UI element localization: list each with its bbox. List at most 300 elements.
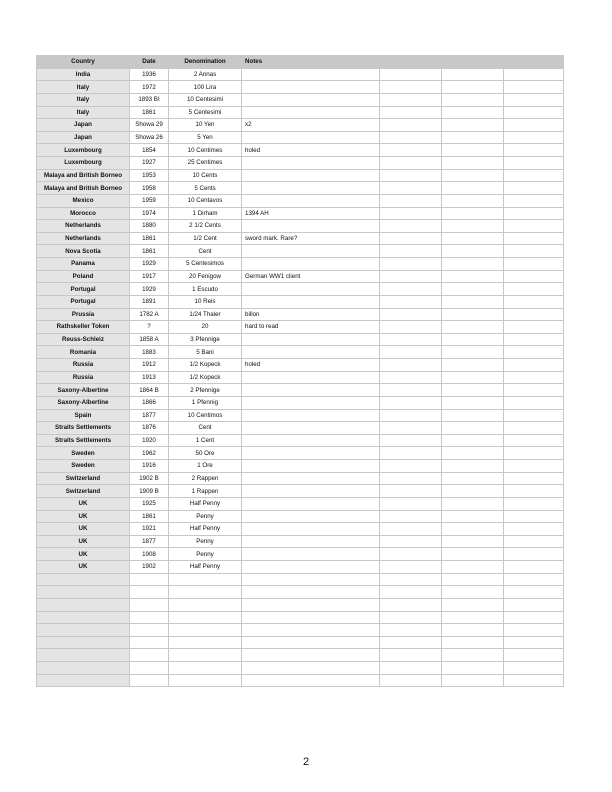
notes-cell — [242, 535, 380, 548]
country-cell: UK — [37, 548, 130, 561]
empty-cell — [380, 68, 442, 81]
country-cell: Rathskeller Token — [37, 321, 130, 334]
empty-cell — [442, 359, 504, 372]
empty-cell — [504, 169, 564, 182]
date-cell: 1861 — [130, 510, 169, 523]
country-cell: Italy — [37, 106, 130, 119]
empty-cell — [504, 321, 564, 334]
spreadsheet — [36, 55, 564, 687]
empty-cell — [504, 258, 564, 271]
empty-cell — [380, 182, 442, 195]
date-cell: 1880 — [130, 220, 169, 233]
empty-cell — [504, 371, 564, 384]
table-row — [37, 220, 564, 233]
table-row — [37, 182, 564, 195]
notes-cell — [242, 447, 380, 460]
empty-cell — [130, 573, 169, 586]
denomination-cell: Cent — [169, 422, 242, 435]
empty-cell — [380, 497, 442, 510]
date-cell: 1902 B — [130, 472, 169, 485]
empty-cell — [37, 674, 130, 687]
date-cell: 1958 — [130, 182, 169, 195]
empty-cell — [504, 624, 564, 637]
table-row — [37, 194, 564, 207]
table-row — [37, 295, 564, 308]
empty-cell — [380, 662, 442, 675]
denomination-cell: 10 Centavos — [169, 194, 242, 207]
empty-cell — [442, 636, 504, 649]
header-empty — [442, 56, 504, 69]
denomination-cell: 20 — [169, 321, 242, 334]
empty-cell — [442, 409, 504, 422]
empty-cell — [442, 321, 504, 334]
denomination-cell: 1 Ore — [169, 460, 242, 473]
empty-cell — [442, 674, 504, 687]
empty-cell — [442, 611, 504, 624]
empty-cell — [442, 157, 504, 170]
notes-cell — [242, 93, 380, 106]
empty-cell — [504, 333, 564, 346]
empty-cell — [380, 169, 442, 182]
empty-cell — [380, 434, 442, 447]
notes-cell — [242, 460, 380, 473]
empty-cell — [242, 573, 380, 586]
empty-cell — [37, 573, 130, 586]
empty-cell — [442, 131, 504, 144]
date-cell: 1861 — [130, 232, 169, 245]
country-cell: India — [37, 68, 130, 81]
notes-cell — [242, 245, 380, 258]
table-row — [37, 523, 564, 536]
empty-cell — [380, 384, 442, 397]
date-cell: ? — [130, 321, 169, 334]
empty-cell — [380, 460, 442, 473]
empty-cell — [380, 611, 442, 624]
empty-cell — [380, 93, 442, 106]
empty-cell — [37, 662, 130, 675]
empty-cell — [504, 598, 564, 611]
notes-cell — [242, 523, 380, 536]
notes-cell: German WW1 client — [242, 270, 380, 283]
date-cell: 1893 BI — [130, 93, 169, 106]
date-cell: Showa 26 — [130, 131, 169, 144]
denomination-cell: 2 Annas — [169, 68, 242, 81]
empty-cell — [442, 624, 504, 637]
empty-cell — [504, 472, 564, 485]
empty-cell — [380, 371, 442, 384]
notes-cell — [242, 510, 380, 523]
empty-cell — [380, 409, 442, 422]
table-row — [37, 106, 564, 119]
empty-cell — [169, 586, 242, 599]
empty-cell — [442, 586, 504, 599]
country-cell: Russia — [37, 371, 130, 384]
empty-cell — [380, 220, 442, 233]
empty-cell — [504, 308, 564, 321]
date-cell: 1962 — [130, 447, 169, 460]
date-cell: 1854 — [130, 144, 169, 157]
empty-cell — [380, 346, 442, 359]
country-cell: Japan — [37, 131, 130, 144]
table-row — [37, 422, 564, 435]
date-cell: 1909 B — [130, 485, 169, 498]
empty-cell — [504, 157, 564, 170]
notes-cell — [242, 371, 380, 384]
empty-cell — [504, 662, 564, 675]
empty-row — [37, 662, 564, 675]
country-cell: Straits Settlements — [37, 434, 130, 447]
header-empty — [380, 56, 442, 69]
empty-cell — [442, 371, 504, 384]
empty-cell — [442, 510, 504, 523]
denomination-cell: 1/24 Thaler — [169, 308, 242, 321]
table-row — [37, 93, 564, 106]
empty-cell — [380, 131, 442, 144]
header-date: Date — [130, 56, 169, 69]
table-row — [37, 346, 564, 359]
empty-cell — [442, 548, 504, 561]
empty-cell — [504, 422, 564, 435]
header-denomination: Denomination — [169, 56, 242, 69]
empty-cell — [380, 535, 442, 548]
empty-cell — [442, 447, 504, 460]
empty-cell — [380, 295, 442, 308]
empty-cell — [504, 106, 564, 119]
empty-cell — [380, 144, 442, 157]
country-cell: Panama — [37, 258, 130, 271]
country-cell: Sweden — [37, 447, 130, 460]
date-cell: 1891 — [130, 295, 169, 308]
table-row — [37, 144, 564, 157]
empty-cell — [442, 472, 504, 485]
country-cell: Straits Settlements — [37, 422, 130, 435]
denomination-cell: 100 Lira — [169, 81, 242, 94]
country-cell: Malaya and British Borneo — [37, 169, 130, 182]
empty-cell — [504, 611, 564, 624]
empty-cell — [380, 447, 442, 460]
empty-cell — [380, 333, 442, 346]
denomination-cell: 2 1/2 Cents — [169, 220, 242, 233]
table-row — [37, 472, 564, 485]
country-cell: Romania — [37, 346, 130, 359]
country-cell: Luxembourg — [37, 157, 130, 170]
empty-cell — [504, 81, 564, 94]
empty-cell — [442, 662, 504, 675]
denomination-cell: 1 Cent — [169, 434, 242, 447]
empty-cell — [504, 295, 564, 308]
notes-cell: holed — [242, 359, 380, 372]
notes-cell: 1394 AH — [242, 207, 380, 220]
date-cell: 1877 — [130, 535, 169, 548]
empty-cell — [504, 447, 564, 460]
notes-cell — [242, 182, 380, 195]
empty-cell — [504, 245, 564, 258]
empty-cell — [242, 662, 380, 675]
denomination-cell: 10 Centimos — [169, 409, 242, 422]
empty-row — [37, 611, 564, 624]
empty-cell — [504, 346, 564, 359]
date-cell: 1877 — [130, 409, 169, 422]
empty-cell — [130, 636, 169, 649]
date-cell: 1921 — [130, 523, 169, 536]
empty-cell — [380, 674, 442, 687]
empty-cell — [169, 573, 242, 586]
country-cell: Luxembourg — [37, 144, 130, 157]
empty-cell — [130, 598, 169, 611]
table-row — [37, 245, 564, 258]
empty-cell — [504, 182, 564, 195]
notes-cell — [242, 68, 380, 81]
denomination-cell: 1 Rappen — [169, 485, 242, 498]
notes-cell — [242, 485, 380, 498]
empty-cell — [380, 321, 442, 334]
empty-cell — [380, 119, 442, 132]
date-cell: 1782 A — [130, 308, 169, 321]
empty-cell — [37, 611, 130, 624]
date-cell: 1876 — [130, 422, 169, 435]
table-row — [37, 359, 564, 372]
empty-cell — [242, 586, 380, 599]
empty-cell — [442, 93, 504, 106]
empty-cell — [442, 573, 504, 586]
empty-cell — [442, 346, 504, 359]
empty-cell — [242, 611, 380, 624]
denomination-cell: 1/2 Kopeck — [169, 359, 242, 372]
table-row — [37, 321, 564, 334]
notes-cell: hard to read — [242, 321, 380, 334]
denomination-cell: 5 Cents — [169, 182, 242, 195]
table-row — [37, 81, 564, 94]
empty-cell — [380, 270, 442, 283]
country-cell: UK — [37, 535, 130, 548]
table-row — [37, 270, 564, 283]
empty-cell — [504, 384, 564, 397]
empty-cell — [380, 510, 442, 523]
empty-cell — [442, 182, 504, 195]
header-country: Country — [37, 56, 130, 69]
empty-cell — [442, 194, 504, 207]
empty-cell — [442, 308, 504, 321]
empty-cell — [442, 384, 504, 397]
notes-cell — [242, 384, 380, 397]
denomination-cell: 1 Dirham — [169, 207, 242, 220]
date-cell: 1908 — [130, 548, 169, 561]
empty-cell — [504, 232, 564, 245]
date-cell: 1861 — [130, 106, 169, 119]
table-row — [37, 535, 564, 548]
denomination-cell: Half Penny — [169, 497, 242, 510]
empty-cell — [380, 232, 442, 245]
country-cell: Netherlands — [37, 232, 130, 245]
date-cell: Showa 29 — [130, 119, 169, 132]
empty-cell — [442, 220, 504, 233]
notes-cell — [242, 333, 380, 346]
country-cell: Saxony-Albertine — [37, 384, 130, 397]
country-cell: UK — [37, 497, 130, 510]
date-cell: 1861 — [130, 245, 169, 258]
denomination-cell: Penny — [169, 510, 242, 523]
empty-cell — [442, 68, 504, 81]
empty-cell — [504, 523, 564, 536]
denomination-cell: 5 Centesimos — [169, 258, 242, 271]
empty-cell — [504, 220, 564, 233]
empty-cell — [380, 561, 442, 574]
table-row — [37, 207, 564, 220]
country-cell: Spain — [37, 409, 130, 422]
country-cell: Poland — [37, 270, 130, 283]
empty-cell — [380, 422, 442, 435]
empty-cell — [442, 434, 504, 447]
empty-cell — [37, 624, 130, 637]
date-cell: 1936 — [130, 68, 169, 81]
denomination-cell: 2 Rappen — [169, 472, 242, 485]
notes-cell — [242, 157, 380, 170]
coin-table — [36, 55, 564, 687]
empty-cell — [442, 245, 504, 258]
country-cell: Nova Scotia — [37, 245, 130, 258]
notes-cell — [242, 409, 380, 422]
empty-cell — [442, 333, 504, 346]
date-cell: 1883 — [130, 346, 169, 359]
denomination-cell: 5 Bani — [169, 346, 242, 359]
empty-cell — [442, 598, 504, 611]
country-cell: Sweden — [37, 460, 130, 473]
empty-cell — [442, 497, 504, 510]
header-empty — [504, 56, 564, 69]
notes-cell — [242, 258, 380, 271]
date-cell: 1917 — [130, 270, 169, 283]
table-row — [37, 396, 564, 409]
empty-cell — [504, 573, 564, 586]
empty-cell — [442, 561, 504, 574]
country-cell: Italy — [37, 81, 130, 94]
empty-cell — [169, 636, 242, 649]
empty-cell — [504, 548, 564, 561]
date-cell: 1929 — [130, 283, 169, 296]
empty-cell — [242, 624, 380, 637]
date-cell: 1902 — [130, 561, 169, 574]
empty-cell — [442, 119, 504, 132]
date-cell: 1929 — [130, 258, 169, 271]
date-cell: 1972 — [130, 81, 169, 94]
empty-cell — [442, 270, 504, 283]
empty-cell — [504, 674, 564, 687]
date-cell: 1916 — [130, 460, 169, 473]
denomination-cell: 1 Escudo — [169, 283, 242, 296]
empty-cell — [242, 649, 380, 662]
empty-cell — [130, 624, 169, 637]
empty-cell — [504, 194, 564, 207]
country-cell: Switzerland — [37, 485, 130, 498]
date-cell: 1953 — [130, 169, 169, 182]
empty-cell — [504, 510, 564, 523]
header-row — [37, 56, 564, 69]
empty-cell — [442, 258, 504, 271]
empty-cell — [380, 472, 442, 485]
denomination-cell: 2 Pfennige — [169, 384, 242, 397]
country-cell: Prussia — [37, 308, 130, 321]
empty-cell — [442, 169, 504, 182]
empty-row — [37, 636, 564, 649]
notes-cell — [242, 220, 380, 233]
denomination-cell: Penny — [169, 548, 242, 561]
table-row — [37, 169, 564, 182]
notes-cell: sword mark. Rare? — [242, 232, 380, 245]
empty-cell — [504, 270, 564, 283]
empty-cell — [442, 144, 504, 157]
empty-cell — [37, 636, 130, 649]
empty-row — [37, 649, 564, 662]
country-cell: UK — [37, 510, 130, 523]
table-row — [37, 68, 564, 81]
denomination-cell: Cent — [169, 245, 242, 258]
empty-cell — [504, 434, 564, 447]
empty-cell — [442, 485, 504, 498]
country-cell: Portugal — [37, 283, 130, 296]
empty-cell — [242, 636, 380, 649]
empty-cell — [504, 485, 564, 498]
country-cell: Japan — [37, 119, 130, 132]
empty-cell — [380, 586, 442, 599]
table-row — [37, 232, 564, 245]
denomination-cell: Half Penny — [169, 561, 242, 574]
date-cell: 1927 — [130, 157, 169, 170]
country-cell: Russia — [37, 359, 130, 372]
denomination-cell: 5 Centesimi — [169, 106, 242, 119]
date-cell: 1866 — [130, 396, 169, 409]
empty-row — [37, 598, 564, 611]
table-row — [37, 384, 564, 397]
empty-cell — [504, 283, 564, 296]
empty-cell — [380, 485, 442, 498]
empty-cell — [130, 649, 169, 662]
denomination-cell: 5 Yen — [169, 131, 242, 144]
country-cell: Italy — [37, 93, 130, 106]
notes-cell — [242, 422, 380, 435]
table-row — [37, 333, 564, 346]
empty-cell — [442, 649, 504, 662]
empty-cell — [380, 81, 442, 94]
notes-cell — [242, 434, 380, 447]
denomination-cell: 25 Centimes — [169, 157, 242, 170]
notes-cell: holed — [242, 144, 380, 157]
empty-cell — [380, 573, 442, 586]
notes-cell — [242, 194, 380, 207]
notes-cell — [242, 561, 380, 574]
empty-cell — [380, 598, 442, 611]
table-row — [37, 258, 564, 271]
denomination-cell: 20 Fenigow — [169, 270, 242, 283]
date-cell: 1920 — [130, 434, 169, 447]
empty-cell — [37, 598, 130, 611]
denomination-cell: Half Penny — [169, 523, 242, 536]
country-cell: UK — [37, 523, 130, 536]
empty-cell — [169, 624, 242, 637]
empty-cell — [442, 422, 504, 435]
empty-cell — [169, 598, 242, 611]
denomination-cell: 50 Ore — [169, 447, 242, 460]
denomination-cell: 10 Centesimi — [169, 93, 242, 106]
table-row — [37, 485, 564, 498]
table-row — [37, 283, 564, 296]
denomination-cell: 3 Pfennige — [169, 333, 242, 346]
country-cell: UK — [37, 561, 130, 574]
country-cell: Switzerland — [37, 472, 130, 485]
header-notes: Notes — [242, 56, 380, 69]
empty-cell — [169, 674, 242, 687]
empty-cell — [380, 194, 442, 207]
country-cell: Portugal — [37, 295, 130, 308]
